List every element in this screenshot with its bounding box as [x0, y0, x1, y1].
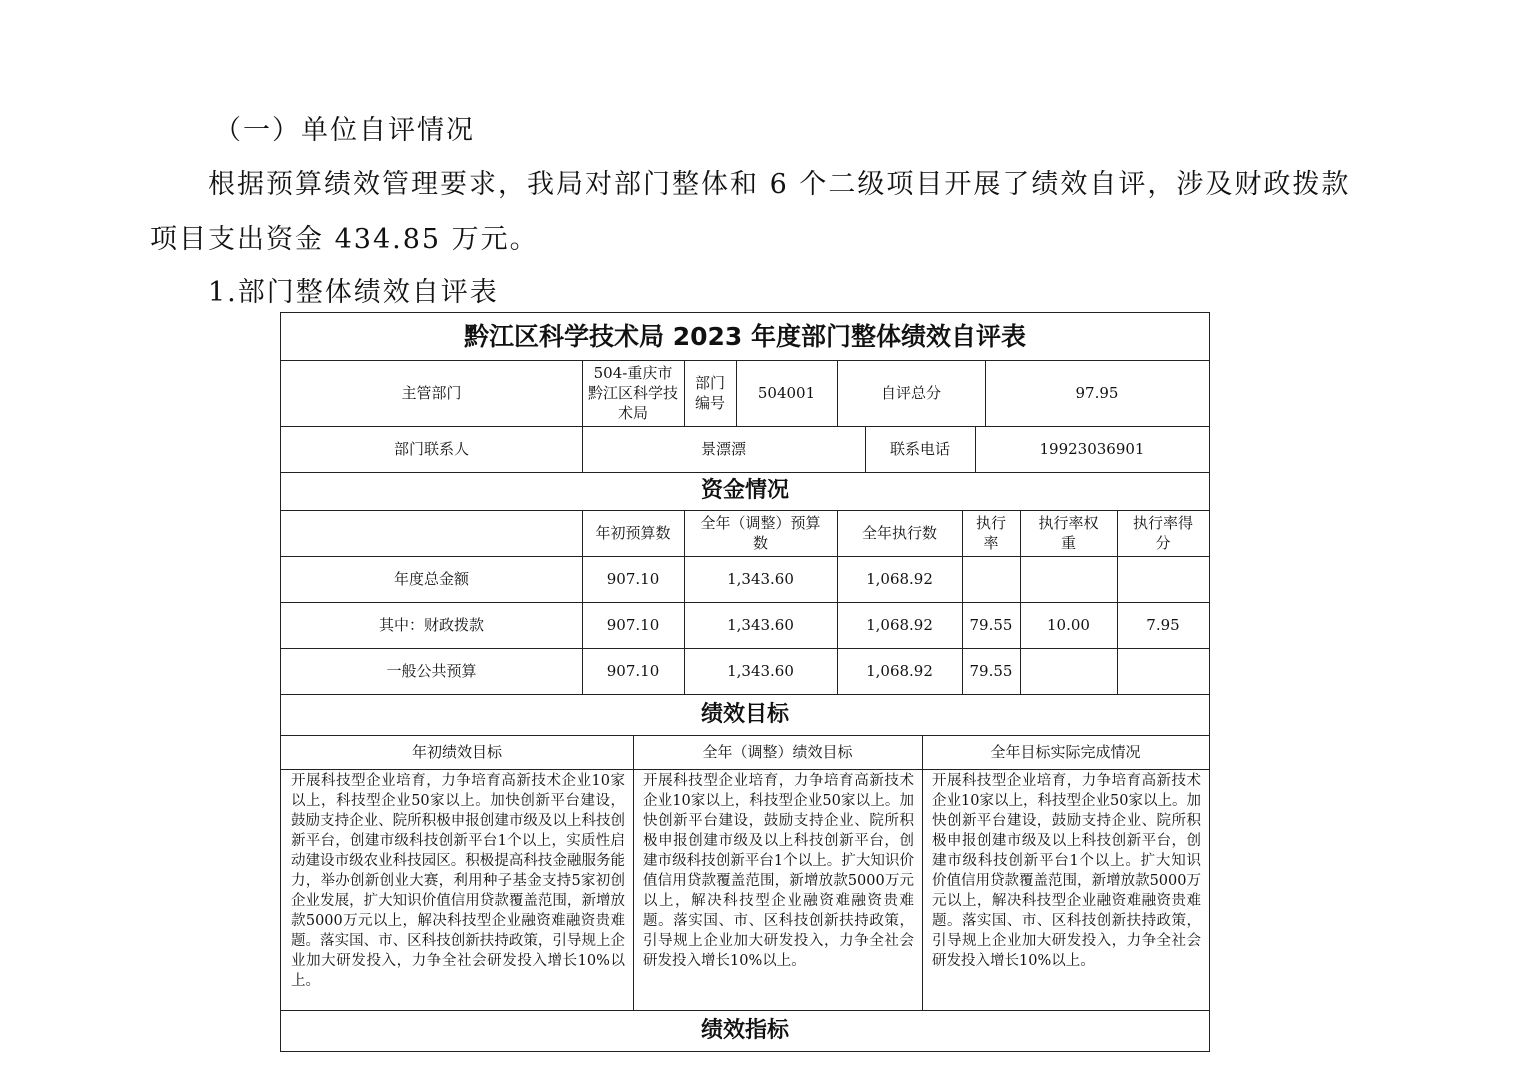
funds-cell-weight: [1020, 648, 1117, 694]
table-title: 黔江区科学技术局 2023 年度部门整体绩效自评表: [464, 321, 1026, 351]
contact-label: 部门联系人: [393, 440, 469, 458]
goals-section-title: 绩效目标: [700, 701, 789, 727]
goal-text-actual: 开展科技型企业培育，力争培育高新技术企业10家以上，科技型企业50家以上。加快创新平台建设，鼓励支持企业、院所积极申报创建市级及以上科技创新平台，创建市级科技创新平台1个以上。扩大知识价值信用贷款覆盖范围，新增放款5000万元以上，解决科技型企业融资难融资贵难题。落实国、市、区科技创新扶持政策，引导规上企业加大研发投入，力争全社会研发投入增长10%以上。: [932, 773, 1201, 969]
score-value: 97.95: [1075, 384, 1119, 402]
funds-cell-rate: 79.55: [969, 616, 1013, 634]
funds-header-weight: 执行率权重: [1038, 514, 1099, 552]
goals-header-initial: 年初绩效目标: [411, 743, 502, 761]
indicators-section-title: 绩效指标: [700, 1017, 789, 1043]
phone-label: 联系电话: [889, 440, 950, 458]
goal-text-initial: 开展科技型企业培育，力争培育高新技术企业10家以上，科技型企业50家以上。加快创新平台建设，鼓励支持企业、院所积极申报创建市级及以上科技创新平台，创建市级科技创新平台1个以上，实质性启动建设市级农业科技园区。积极提高科技金融服务能力，举办创新创业大赛，利用种子基金支持5家初创企业发展，扩大知识价值信用贷款覆盖范围，新增放款5000万元以上，解决科技型企业融资难融资贵难题。落实国、市、区科技创新扶持政策，引导规上企业加大研发投入，力争全社会研发投入增长10%以上。: [291, 773, 625, 989]
funds-cell-score: [1117, 556, 1209, 602]
funds-cell-initial: 907.10: [606, 616, 660, 634]
funds-header-rate: 执行率: [975, 514, 1006, 552]
funds-cell-executed: 1,068.92: [866, 570, 933, 588]
dept-code-label: 部门编号: [694, 374, 725, 412]
funds-cell-rate: 79.55: [969, 662, 1013, 680]
table-subheading: 1.部门整体绩效自评表: [208, 277, 499, 308]
intro-paragraph-line-1: 根据预算绩效管理要求，我局对部门整体和 6 个二级项目开展了绩效自评，涉及财政拨款: [208, 169, 1351, 200]
funds-cell-weight: 10.00: [1047, 616, 1090, 634]
funds-section-title: 资金情况: [700, 478, 789, 503]
goal-text-adjusted: 开展科技型企业培育，力争培育高新技术企业10家以上，科技型企业50家以上。加快创新平台建设，鼓励支持企业、院所积极申报创建市级及以上科技创新平台，创建市级科技创新平台1个以上。扩大知识价值信用贷款覆盖范围，新增放款5000万元以上，解决科技型企业融资难融资贵难题。落实国、市、区科技创新扶持政策，引导规上企业加大研发投入，力争全社会研发投入增长10%以上。: [643, 773, 914, 969]
funds-header-initial: 年初预算数: [595, 524, 671, 542]
intro-paragraph-line-2: 项目支出资金 434.85 万元。: [150, 224, 539, 255]
contact-value: 景漂漂: [700, 440, 746, 458]
funds-cell-score: [1117, 648, 1209, 694]
dept-value: 504-重庆市黔江区科学技术局: [588, 364, 679, 422]
dept-code-value: 504001: [757, 384, 816, 402]
funds-header-score: 执行率得分: [1132, 514, 1193, 552]
funds-cell-initial: 907.10: [606, 570, 660, 588]
goals-header-adjusted: 全年（调整）绩效目标: [702, 743, 853, 761]
dept-label: 主管部门: [401, 384, 462, 402]
funds-header-executed: 全年执行数: [861, 524, 937, 542]
funds-cell-weight: [1020, 556, 1117, 602]
phone-value: 19923036901: [1039, 440, 1145, 458]
performance-self-evaluation-table: [280, 312, 1210, 1052]
funds-cell-executed: 1,068.92: [866, 616, 933, 634]
funds-cell-score: 7.95: [1146, 616, 1180, 634]
funds-row-label: 一般公共预算: [386, 662, 477, 680]
funds-row-label: 其中：财政拨款: [378, 616, 484, 634]
score-label: 自评总分: [880, 384, 941, 402]
funds-row-label: 年度总金额: [393, 570, 469, 588]
funds-header-adjusted: 全年（调整）预算数: [700, 514, 821, 552]
goals-header-actual: 全年目标实际完成情况: [990, 743, 1141, 761]
section-heading: （一）单位自评情况: [214, 115, 475, 146]
funds-cell-rate: [962, 556, 1020, 602]
funds-cell-adjusted: 1,343.60: [727, 570, 794, 588]
funds-cell-executed: 1,068.92: [866, 662, 933, 680]
funds-cell-adjusted: 1,343.60: [727, 662, 794, 680]
funds-cell-initial: 907.10: [606, 662, 660, 680]
funds-cell-adjusted: 1,343.60: [727, 616, 794, 634]
